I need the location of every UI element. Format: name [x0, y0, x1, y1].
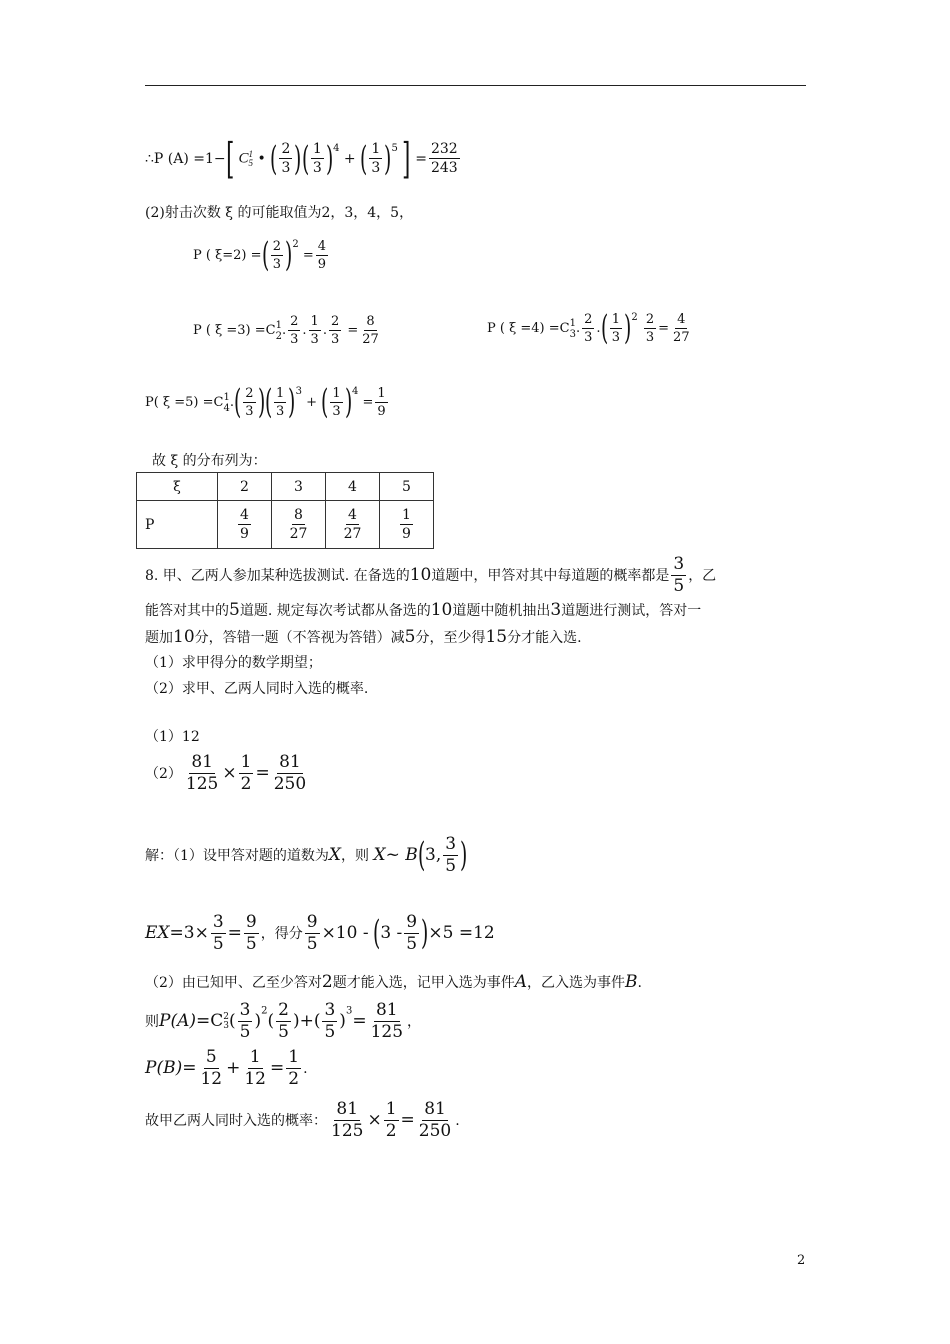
- pa-line: 则P(A)=C 2 3 ( $\frac{3}{5}$ )$^2$( $\frac{2}{5}$ )+( $\frac{3}{5}$ )$^3$= $\frac{81}{125}$ ，: [145, 1000, 422, 1042]
- expectation-line: EX=3× $\frac{3}{5}$ = $\frac{9}{5}$ ，得分 $\frac{9}{5}$ ×10 - (3 - $\frac{9}{5}$ )×5 =12: [145, 912, 495, 954]
- table-row: ξ 2 3 4 5: [137, 473, 434, 501]
- part2-intro: (2)射击次数 ξ 的可能取值为2，3，4，5，: [145, 205, 414, 221]
- fraction: $\frac{1}{3}$: [312, 141, 322, 177]
- fraction: $\frac{1}{3}$: [371, 141, 381, 177]
- table-row: P $\frac{4}{9}$ $\frac{8}{27}$ $\frac{4}{27}$ $\frac{1}{9}$: [137, 501, 434, 549]
- distribution-table: [136, 472, 434, 549]
- q8-line3: 题加10分，答错一题（不答视为答错）减5分，至少得15分才能入选.: [145, 627, 582, 647]
- q8-line1: 8. 甲、乙两人参加某种选拔测试. 在备选的10道题中，甲答对其中每道题的概率都是 $\frac{3}{5}$ ，乙: [145, 554, 717, 596]
- q8-sub2: （2）求甲、乙两人同时入选的概率.: [145, 681, 369, 697]
- pa-equation: ∴P (A) =1−[ C 1 5 • ( $\frac{2}{3}$ )( $\frac{1}{3}$ )$^4$ + ( $\frac{1}{3}$ )$^5$ ] = $\frac{232}{243}$: [145, 134, 458, 183]
- final-answer: 故甲乙两人同时入选的概率： $\frac{81}{125}$ × $\frac{1}{2}$ = $\frac{81}{250}$ .: [145, 1099, 460, 1141]
- p-xi-3: P ( ξ =3) =C 1 2 . $\frac{2}{3}$ . $\frac{1}{3}$ . $\frac{2}{3}$ = $\frac{8}{27}$: [193, 314, 379, 347]
- p-xi-2: P ( ξ=2) =( $\frac{2}{3}$ )$^2$ = $\frac{4}{9}$: [193, 235, 327, 276]
- solution-intro: 解：（1）设甲答对题的道数为X，则 X~ B(3, $\frac{3}{5}$ ): [145, 834, 468, 876]
- answer-2: （2） $\frac{81}{125}$ × $\frac{1}{2}$ = $\frac{81}{250}$: [145, 752, 307, 794]
- dist-caption: 故 ξ 的分布列为：: [152, 453, 267, 469]
- q8-line2: 能答对其中的5道题. 规定每次考试都从备选的10道题中随机抽出3道题进行测试，答对一: [145, 600, 702, 620]
- fraction: $\frac{232}{243}$: [430, 141, 458, 177]
- solution-part2: （2）由已知甲、乙至少答对2题才能入选，记甲入选为事件A，乙入选为事件B.: [145, 972, 642, 992]
- pb-line: P(B)= $\frac{5}{12}$ + $\frac{1}{12}$ = $\frac{1}{2}$ .: [145, 1047, 308, 1089]
- header-rule: [145, 85, 806, 86]
- fraction: $\frac{2}{3}$: [281, 141, 291, 177]
- p-xi-4: P ( ξ =4) =C 1 3 . $\frac{2}{3}$ .( $\frac{1}{3}$ )$^2$ $\frac{2}{3}$ = $\frac{4}{27}$: [487, 308, 690, 349]
- page-number: 2: [797, 1253, 806, 1268]
- p-xi-5: P( ξ =5) =C 1 4 .( $\frac{2}{3}$ )( $\frac{1}{3}$ )$^3$ + ( $\frac{1}{3}$ )$^4$ = $\frac{1}{9}$: [145, 382, 386, 423]
- answer-1: （1）12: [145, 729, 200, 745]
- q8-sub1: （1）求甲得分的数学期望；: [145, 655, 322, 671]
